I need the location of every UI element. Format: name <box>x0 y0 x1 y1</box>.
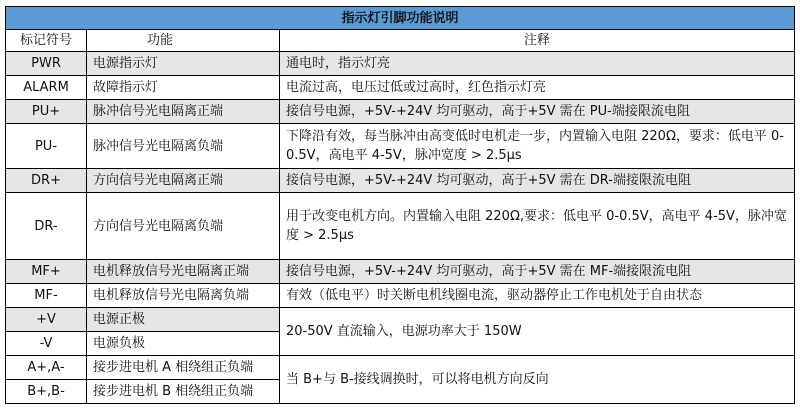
row-function: 故障指示灯 <box>87 76 280 100</box>
row-function: 电源正极 <box>87 308 280 332</box>
row-symbol: ALARM <box>6 76 87 100</box>
row-symbol: A+,A- <box>6 356 87 380</box>
table-row <box>6 284 795 308</box>
row-symbol: DR+ <box>6 169 87 193</box>
header-function: 功能 <box>87 30 280 52</box>
pin-function-table <box>5 6 795 404</box>
row-symbol: PWR <box>6 52 87 76</box>
power-note: 20-50V 直流输入，电源功率大于 150W <box>280 308 795 356</box>
table-row <box>6 169 795 193</box>
table-row <box>6 356 795 380</box>
row-symbol: -V <box>6 332 87 356</box>
table-row <box>6 76 795 100</box>
header-note: 注释 <box>280 30 795 52</box>
row-symbol: B+,B- <box>6 380 87 404</box>
row-function: 电源负极 <box>87 332 280 356</box>
row-note: 有效（低电平）时关断电机线圈电流，驱动器停止工作电机处于自由状态 <box>280 284 795 308</box>
header-symbol: 标记符号 <box>6 30 87 52</box>
table-row <box>6 260 795 284</box>
row-note: 接信号电源，+5V-+24V 均可驱动，高于+5V 需在 MF-端接限流电阻 <box>280 260 795 284</box>
row-function: 方向信号光电隔离负端 <box>87 193 280 260</box>
row-function: 电机释放信号光电隔离负端 <box>87 284 280 308</box>
row-function: 脉冲信号光电隔离正端 <box>87 100 280 124</box>
table-row <box>6 100 795 124</box>
row-note: 电流过高，电压过低或过高时，红色指示灯亮 <box>280 76 795 100</box>
header-row <box>6 30 795 52</box>
title-row <box>6 7 795 30</box>
table-row <box>6 308 795 332</box>
row-note: 接信号电源，+5V-+24V 均可驱动，高于+5V 需在 PU-端接限流电阻 <box>280 100 795 124</box>
row-symbol: MF- <box>6 284 87 308</box>
row-function: 接步进电机 A 相绕组正负端 <box>87 356 280 380</box>
row-symbol: PU- <box>6 124 87 169</box>
row-function: 电源指示灯 <box>87 52 280 76</box>
row-function: 接步进电机 B 相绕组正负端 <box>87 380 280 404</box>
row-symbol: MF+ <box>6 260 87 284</box>
table-title: 指示灯引脚功能说明 <box>6 7 795 30</box>
motor-note: 当 B+与 B-接线调换时，可以将电机方向反向 <box>280 356 795 404</box>
row-function: 脉冲信号光电隔离负端 <box>87 124 280 169</box>
table-row <box>6 124 795 169</box>
row-note: 用于改变电机方向。内置输入电阻 220Ω,要求：低电平 0-0.5V，高电平 4-5V，脉冲宽度 > 2.5μs <box>280 193 795 260</box>
table-row <box>6 52 795 76</box>
row-symbol: DR- <box>6 193 87 260</box>
row-function: 电机释放信号光电隔离正端 <box>87 260 280 284</box>
row-symbol: PU+ <box>6 100 87 124</box>
table-row <box>6 193 795 260</box>
row-function: 方向信号光电隔离正端 <box>87 169 280 193</box>
row-note: 接信号电源，+5V-+24V 均可驱动，高于+5V 需在 DR-端接限流电阻 <box>280 169 795 193</box>
row-symbol: +V <box>6 308 87 332</box>
row-note: 通电时，指示灯亮 <box>280 52 795 76</box>
row-note: 下降沿有效，每当脉冲由高变低时电机走一步，内置输入电阻 220Ω，要求：低电平 0-0.5V，高电平 4-5V，脉冲宽度 > 2.5μs <box>280 124 795 169</box>
